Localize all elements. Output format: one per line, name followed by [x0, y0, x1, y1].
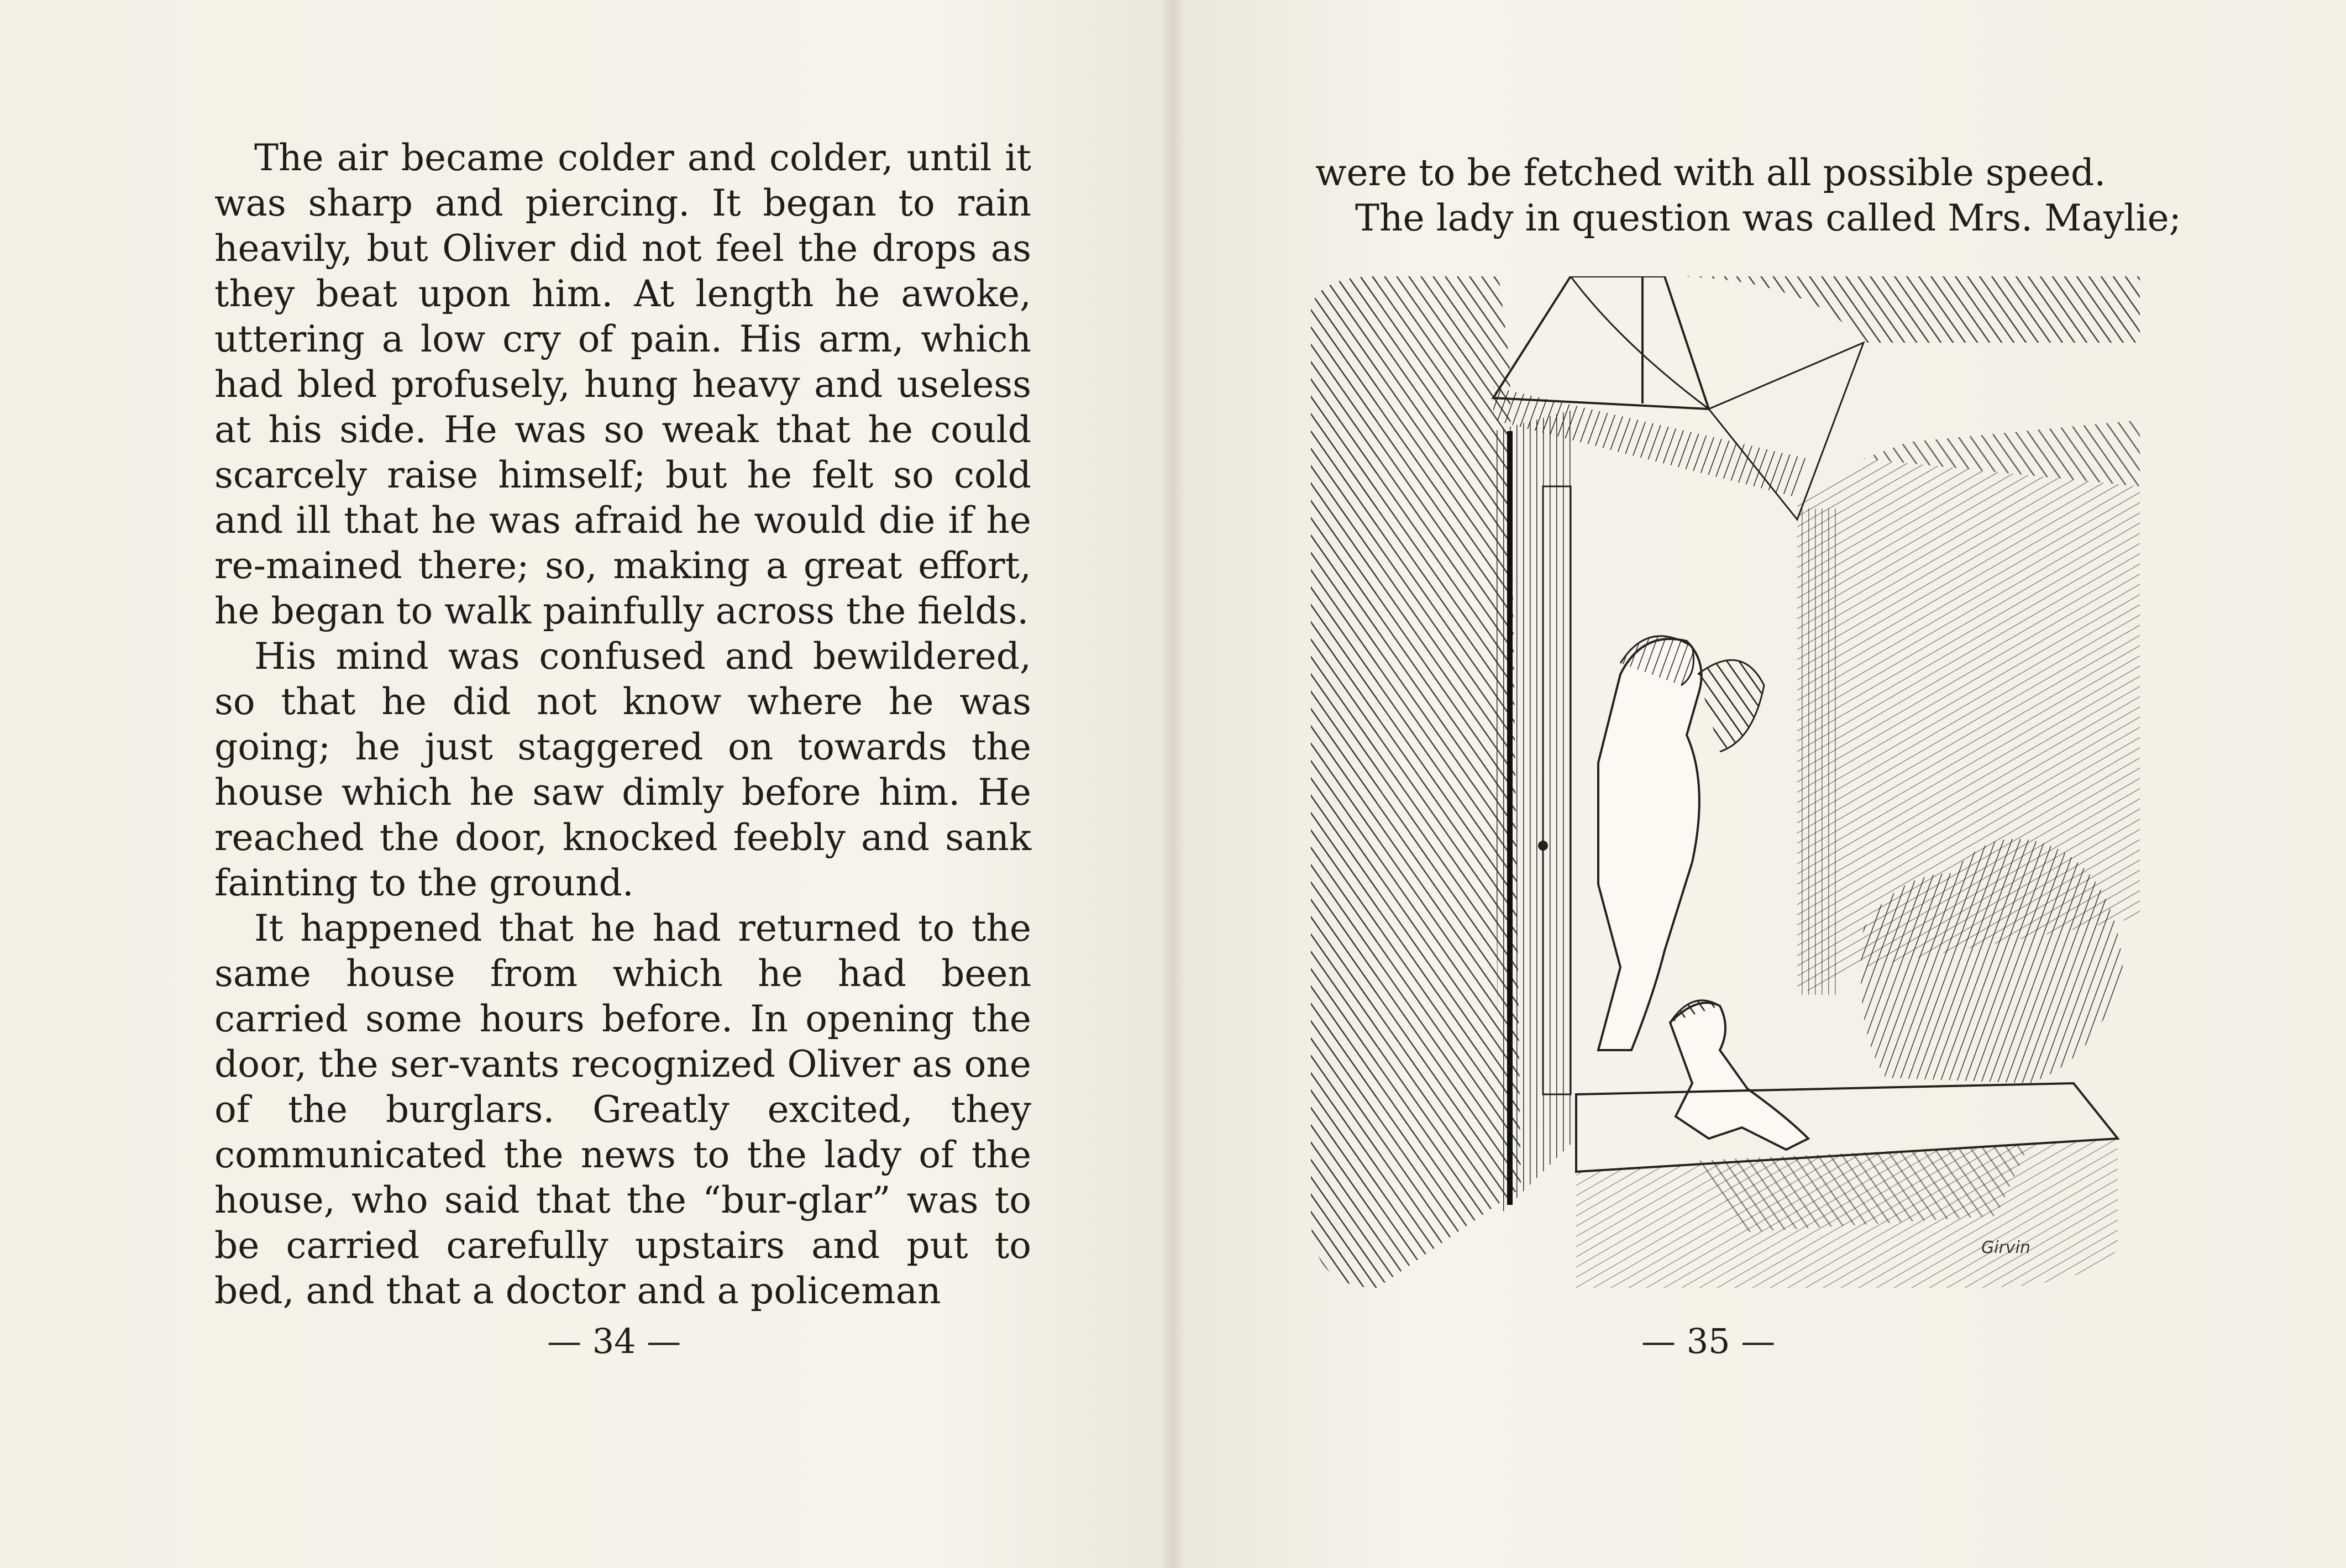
- paragraph: His mind was confused and bewildered, so that he did not know where he was going; he just staggered on towards the house which he saw dimly before him. He reached the door, knocked feebly and sank fainting to the ground.: [214, 635, 1031, 904]
- left-page-text: [214, 135, 1031, 1314]
- illustration-drawing: [1311, 276, 2140, 1288]
- page-number-right: — 35 —: [1641, 1321, 1776, 1361]
- artist-signature: Girvin: [1981, 1238, 2031, 1257]
- page-number-left: — 34 —: [547, 1321, 681, 1361]
- text-line: were to be fetched with all possible speed.: [1315, 151, 2106, 194]
- illustration: [1311, 276, 2140, 1288]
- paragraph: It happened that he had returned to the same house from which he had been carried some hours before. In opening the door, the ser-vants recognized Oliver as one of the burglars. Greatly excited, they communicated the news to the lady of the house, who said that the “bur-glar” was to be carried carefully upstairs and put to bed, and that a doctor and a policeman: [214, 907, 1031, 1312]
- text-line: The lady in question was called Mrs. Maylie;: [1355, 197, 2181, 239]
- paragraph: The air became colder and colder, until it was sharp and piercing. It began to rain heavily, but Oliver did not feel the drops as they beat upon him. At length he awoke, uttering a low cry of pain. His arm, which had bled profusely, hung heavy and useless at his side. He was so weak that he could scarcely raise himself; but he felt so cold and ill that he was afraid he would die if he re-mained there; so, making a great effort, he began to walk painfully across the fields.: [214, 137, 1031, 632]
- right-page-text: [1315, 150, 2181, 241]
